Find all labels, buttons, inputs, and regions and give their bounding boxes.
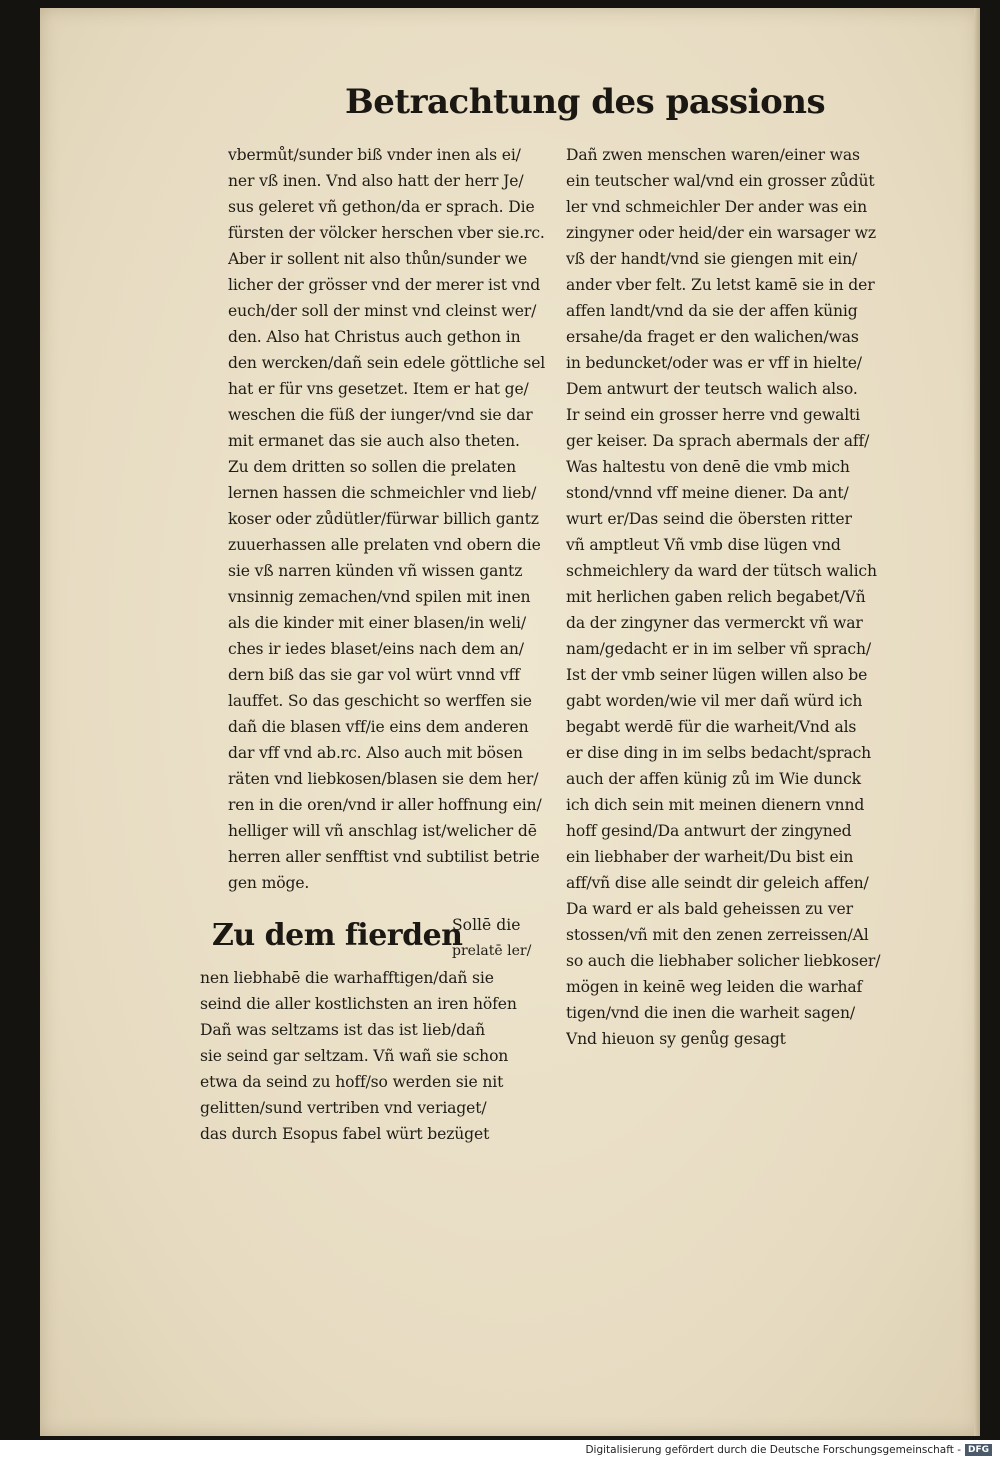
text-line: ner vß inen. Vnd also hatt der herr Je/: [228, 172, 524, 190]
text-line: ren in die oren/vnd ir aller hoffnung ein/: [228, 796, 542, 814]
text-line: ger keiser. Da sprach abermals der aff/: [566, 432, 870, 450]
text-line: ich dich sein mit meinen dienern vnnd: [566, 796, 865, 814]
text-line: lauffet. So das geschicht so werffen sie: [228, 692, 532, 710]
left-column: [228, 142, 558, 896]
text-line: vß der handt/vnd sie giengen mit ein/: [566, 250, 858, 268]
text-line: vñ amptleut Vñ vmb dise lügen vnd: [566, 536, 841, 554]
text-line: stossen/vñ mit den zenen zerreissen/Al: [566, 926, 869, 944]
text-line: dar vff vnd ab.rc. Also auch mit bösen: [228, 744, 523, 762]
text-line: begabt werdē für die warheit/Vnd als: [566, 718, 857, 736]
text-line: Aber ir sollent nit also thůn/sunder we: [228, 250, 528, 268]
text-line: vbermůt/sunder biß vnder inen als ei/: [228, 146, 521, 164]
text-line: mögen in keinē weg leiden die warhaf: [566, 978, 863, 996]
text-line: Da ward er als bald geheissen zu ver: [566, 900, 853, 918]
text-line: herren aller senfftist vnd subtilist betrie: [228, 848, 540, 866]
text-line: auch der affen künig zů im Wie dunck: [566, 770, 861, 788]
side-line: Sollē die: [452, 916, 521, 934]
left-column-continued: [200, 965, 550, 1147]
text-line: gelitten/sund vertriben vnd veriaget/: [200, 1099, 487, 1117]
text-line: fürsten der völcker herschen vber sie.rc.: [228, 224, 545, 242]
text-line: gen möge.: [228, 874, 310, 892]
text-line: seind die aller kostlichsten an iren höfen: [200, 995, 517, 1013]
text-line: sie vß narren künden vñ wissen gantz: [228, 562, 523, 580]
text-line: nen liebhabē die warhafftigen/dañ sie: [200, 969, 494, 987]
text-line: gabt worden/wie vil mer dañ würd ich: [566, 692, 863, 710]
text-line: Zu dem dritten so sollen die prelaten: [228, 458, 517, 476]
text-line: räten vnd liebkosen/blasen sie dem her/: [228, 770, 539, 788]
text-line: da der zingyner das vermerckt vñ war: [566, 614, 863, 632]
running-head: Betrachtung des passions: [345, 82, 826, 122]
text-line: sus geleret vñ gethon/da er sprach. Die: [228, 198, 535, 216]
text-line: etwa da seind zu hoff/so werden sie nit: [200, 1073, 504, 1091]
text-line: lernen hassen die schmeichler vnd lieb/: [228, 484, 537, 502]
text-line: ches ir iedes blaset/eins nach dem an/: [228, 640, 524, 658]
text-line: Ist der vmb seiner lügen willen also be: [566, 666, 868, 684]
text-line: er dise ding in im selbs bedacht/sprach: [566, 744, 872, 762]
text-line: licher der grösser vnd der merer ist vnd: [228, 276, 541, 294]
text-line: sie seind gar seltzam. Vñ wañ sie schon: [200, 1047, 509, 1065]
section-heading-side: [452, 912, 562, 964]
text-line: dern biß das sie gar vol würt vnnd vff: [228, 666, 520, 684]
page-edge: [974, 8, 980, 1436]
footer-text: Digitalisierung gefördert durch die Deutsche Forschungsgemeinschaft -: [585, 1444, 961, 1456]
text-line: in beduncket/oder was er vff in hielte/: [566, 354, 862, 372]
section-heading: Zu dem fierden: [212, 918, 463, 953]
digitization-footer: [0, 1440, 1000, 1460]
text-line: ler vnd schmeichler Der ander was ein: [566, 198, 868, 216]
text-line: hoff gesind/Da antwurt der zingyned: [566, 822, 852, 840]
text-line: affen landt/vnd da sie der affen künig: [566, 302, 858, 320]
text-line: schmeichlery da ward der tütsch walich: [566, 562, 877, 580]
right-column: [566, 142, 906, 1052]
text-line: mit herlichen gaben relich begabet/Vñ: [566, 588, 866, 606]
text-line: ersahe/da fraget er den walichen/was: [566, 328, 859, 346]
text-line: helliger will vñ anschlag ist/welicher dē: [228, 822, 537, 840]
text-line: als die kinder mit einer blasen/in weli/: [228, 614, 526, 632]
text-line: tigen/vnd die inen die warheit sagen/: [566, 1004, 855, 1022]
text-line: nam/gedacht er in im selber vñ sprach/: [566, 640, 871, 658]
text-line: zuuerhassen alle prelaten vnd obern die: [228, 536, 541, 554]
text-line: euch/der soll der minst vnd cleinst wer/: [228, 302, 537, 320]
text-line: ein liebhaber der warheit/Du bist ein: [566, 848, 854, 866]
text-line: wurt er/Das seind die öbersten ritter: [566, 510, 852, 528]
dfg-logo: DFG: [965, 1444, 992, 1456]
text-line: koser oder zůdütler/fürwar billich gantz: [228, 510, 539, 528]
text-line: weschen die füß der iunger/vnd sie dar: [228, 406, 533, 424]
text-line: Ir seind ein grosser herre vnd gewalti: [566, 406, 861, 424]
text-line: den wercken/dañ sein edele göttliche sel: [228, 354, 546, 372]
text-line: Dañ zwen menschen waren/einer was: [566, 146, 860, 164]
text-line: Dem antwurt der teutsch walich also.: [566, 380, 858, 398]
text-line: ein teutscher wal/vnd ein grosser zůdüt: [566, 172, 875, 190]
text-line: vnsinnig zemachen/vnd spilen mit inen: [228, 588, 531, 606]
text-line: zingyner oder heid/der ein warsager wz: [566, 224, 876, 242]
text-line: ander vber felt. Zu letst kamē sie in der: [566, 276, 875, 294]
text-line: hat er für vns gesetzet. Item er hat ge/: [228, 380, 529, 398]
text-line: mit ermanet das sie auch also theten.: [228, 432, 520, 450]
text-line: so auch die liebhaber solicher liebkoser/: [566, 952, 881, 970]
text-line: stond/vnnd vff meine diener. Da ant/: [566, 484, 849, 502]
side-line: prelatē ler/: [452, 943, 532, 959]
text-line: das durch Esopus fabel würt bezüget: [200, 1125, 490, 1143]
text-line: Dañ was seltzams ist das ist lieb/dañ: [200, 1021, 486, 1039]
text-line: aff/vñ dise alle seindt dir geleich affen/: [566, 874, 869, 892]
text-line: den. Also hat Christus auch gethon in: [228, 328, 521, 346]
text-line: dañ die blasen vff/ie eins dem anderen: [228, 718, 529, 736]
text-line: Vnd hieuon sy genůg gesagt: [566, 1030, 786, 1048]
text-line: Was haltestu von denē die vmb mich: [566, 458, 850, 476]
